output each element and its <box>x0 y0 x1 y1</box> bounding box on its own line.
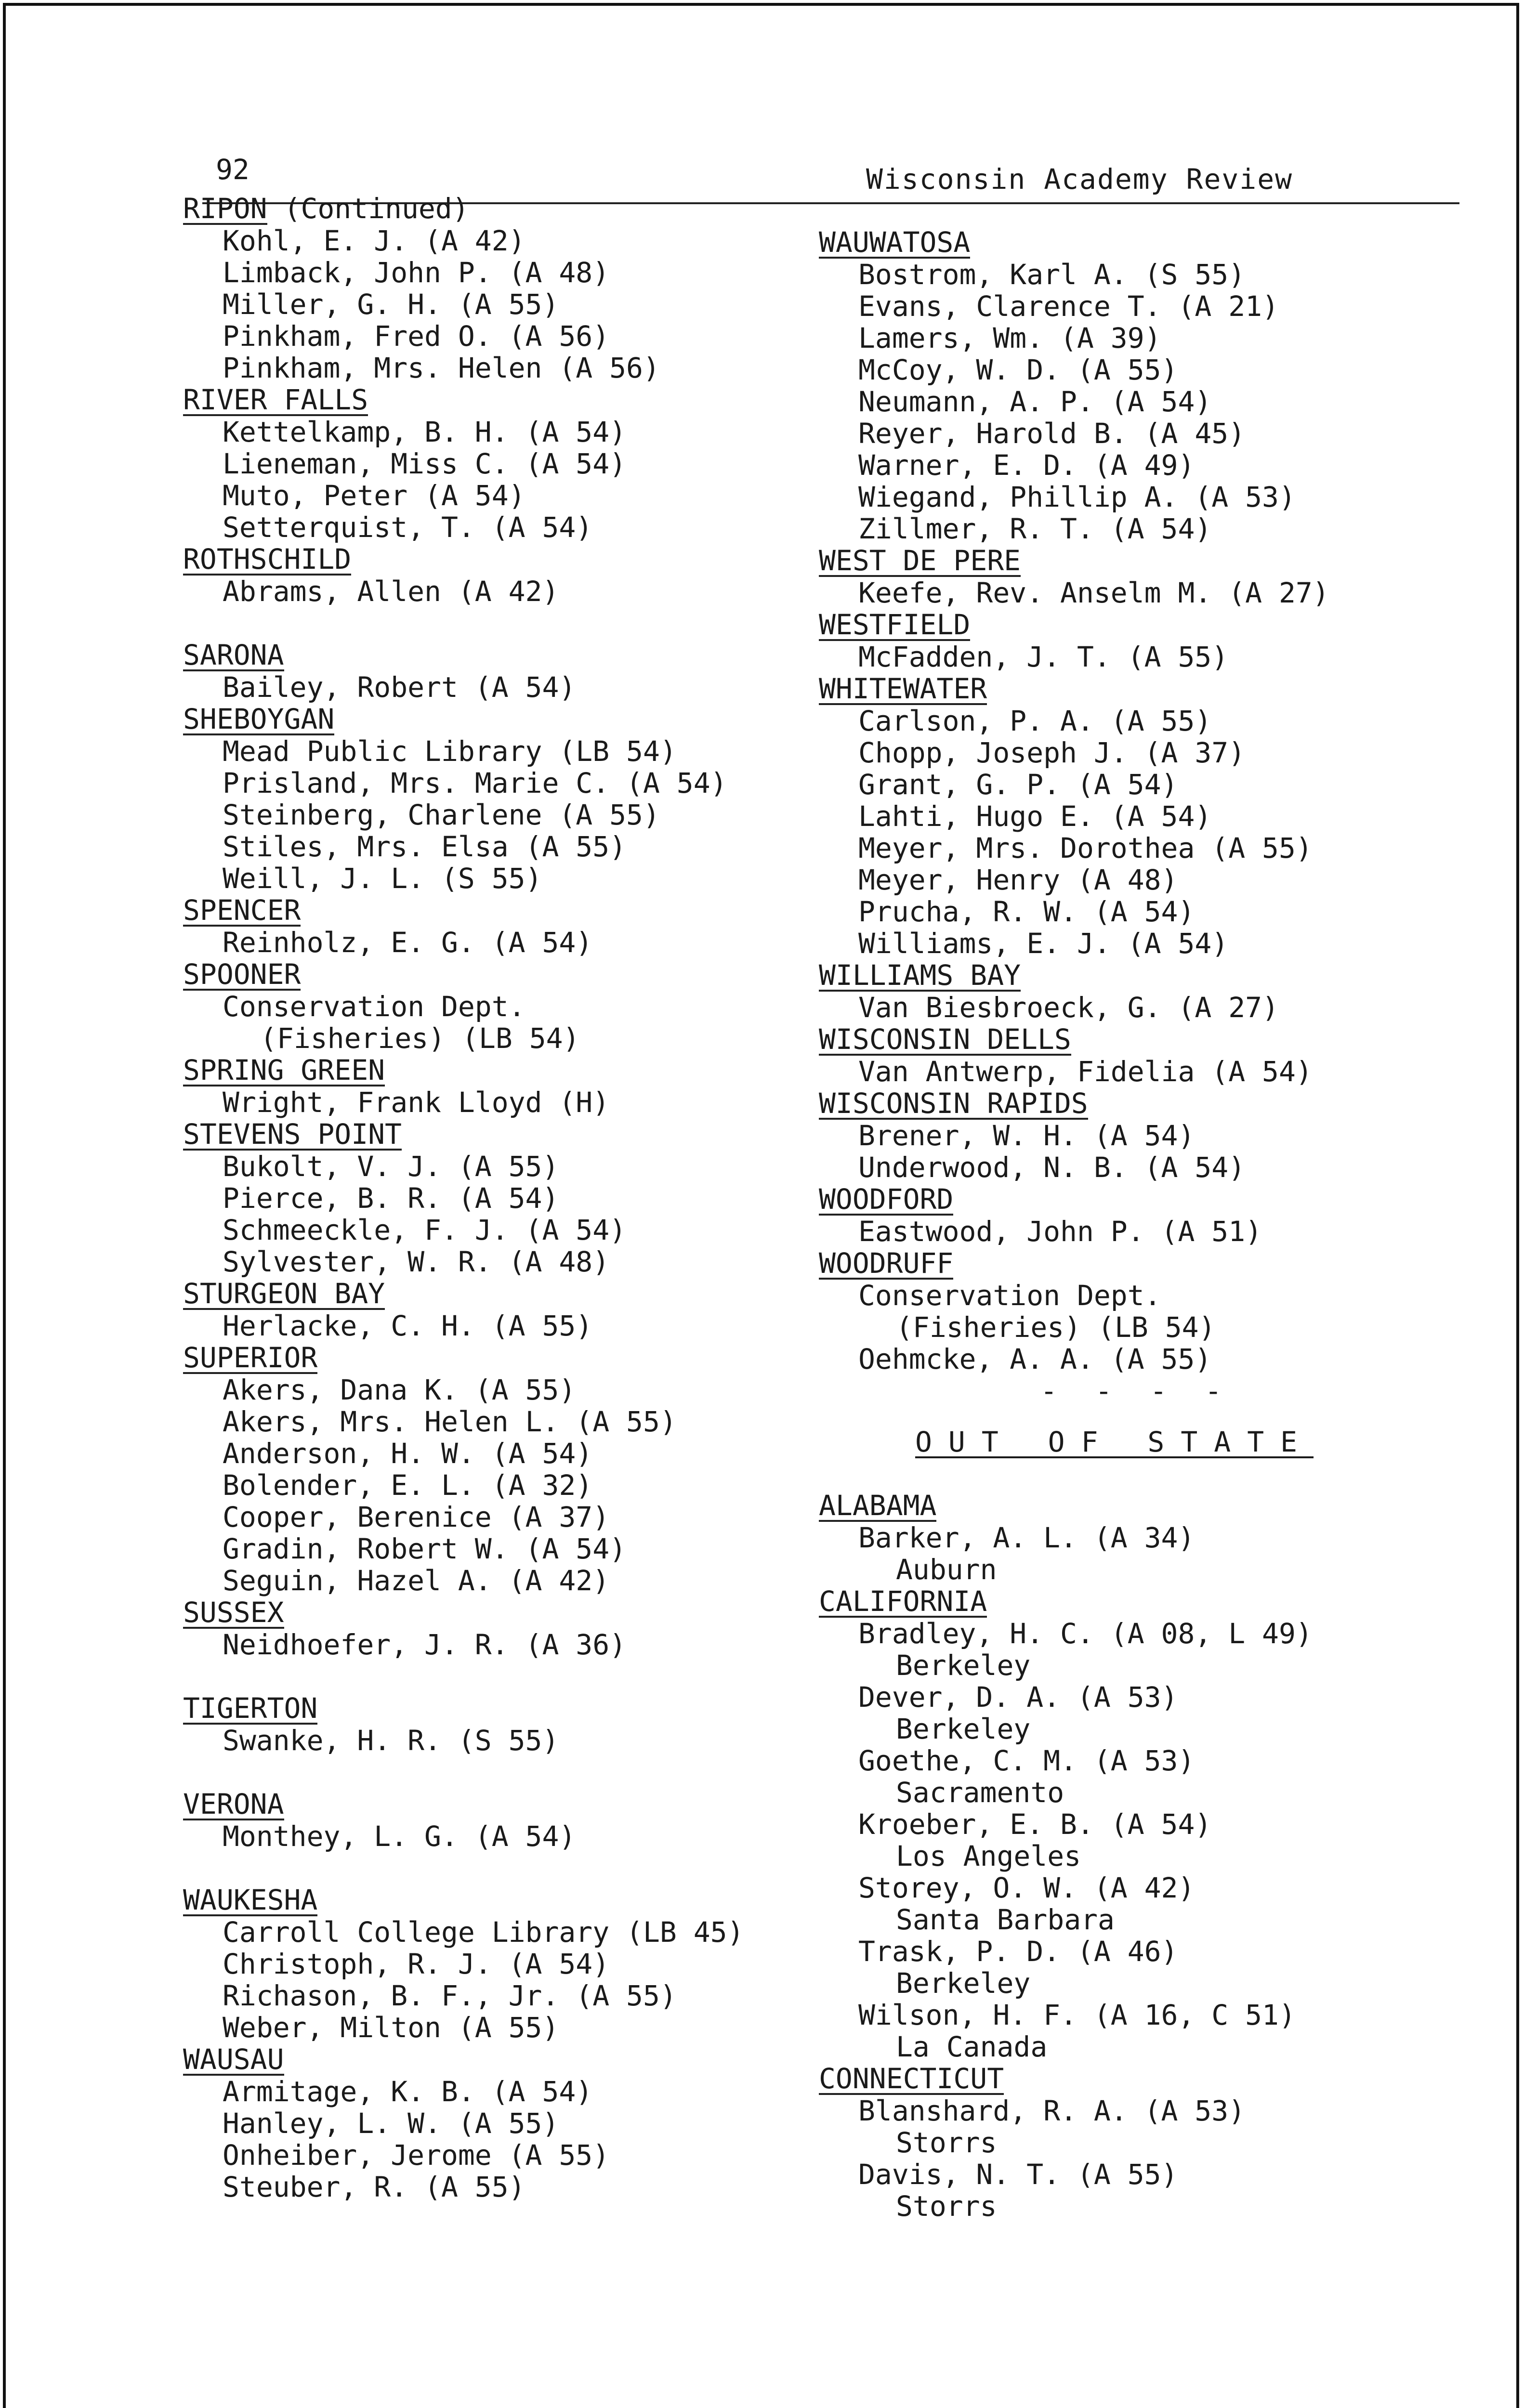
member-entry: Miller, G. H. (A 55) <box>223 288 559 321</box>
member-entry: Evans, Clarence T. (A 21) <box>858 290 1279 323</box>
member-entry: Prucha, R. W. (A 54) <box>858 895 1195 928</box>
member-entry: Wright, Frank Lloyd (H) <box>223 1086 610 1119</box>
member-entry: Lamers, Wm. (A 39) <box>858 322 1161 354</box>
state-name: ALABAMA <box>819 1489 937 1522</box>
place-heading <box>819 1023 1493 1056</box>
member-entry: Dever, D. A. (A 53) <box>858 1681 1178 1714</box>
member-entry: McCoy, W. D. (A 55) <box>858 353 1178 386</box>
member-entry: Barker, A. L. (A 34) <box>858 1521 1195 1554</box>
member-entry: Gradin, Robert W. (A 54) <box>223 1532 627 1565</box>
member-entry: Swanke, H. R. (S 55) <box>223 1724 559 1757</box>
member-entry: Storey, O. W. (A 42) <box>858 1871 1195 1904</box>
member-entry: Akers, Mrs. Helen L. (A 55) <box>223 1405 677 1438</box>
place-heading <box>183 1884 809 1916</box>
place-name: SPRING GREEN <box>183 1054 385 1086</box>
member-entry: Zillmer, R. T. (A 54) <box>858 512 1212 545</box>
member-entry: Pinkham, Fred O. (A 56) <box>223 320 610 353</box>
member-entry: Carroll College Library (LB 45) <box>223 1916 744 1949</box>
member-entry: Hanley, L. W. (A 55) <box>223 2107 559 2140</box>
member-entry: Steinberg, Charlene (A 55) <box>223 798 660 831</box>
place-heading <box>183 1342 809 1374</box>
member-entry: Van Antwerp, Fidelia (A 54) <box>858 1055 1313 1088</box>
member-entry: Richason, B. F., Jr. (A 55) <box>223 1979 677 2012</box>
member-entry: Monthey, L. G. (A 54) <box>223 1820 576 1853</box>
member-city: Berkeley <box>896 1649 1031 1682</box>
place-name: STEVENS POINT <box>183 1118 402 1151</box>
member-city: Los Angeles <box>896 1840 1081 1872</box>
place-name: WAUSAU <box>183 2043 284 2076</box>
place-name: SHEBOYGAN <box>183 703 335 735</box>
member-entry: Onheiber, Jerome (A 55) <box>223 2139 610 2172</box>
place-name: STURGEON BAY <box>183 1277 385 1310</box>
member-entry: Weill, J. L. (S 55) <box>223 862 542 895</box>
place-heading <box>183 958 809 991</box>
place-name: WESTFIELD <box>819 608 971 641</box>
member-entry: Conservation Dept. <box>223 990 526 1023</box>
member-entry: Weber, Milton (A 55) <box>223 2011 559 2044</box>
member-city: Santa Barbara <box>896 1903 1115 1936</box>
place-heading <box>183 1054 809 1086</box>
member-entry: Davis, N. T. (A 55) <box>858 2158 1178 2191</box>
member-entry: Lahti, Hugo E. (A 54) <box>858 800 1212 833</box>
member-entry: Reyer, Harold B. (A 45) <box>858 417 1246 450</box>
member-entry: Goethe, C. M. (A 53) <box>858 1744 1195 1777</box>
place-name: WOODFORD <box>819 1183 954 1216</box>
member-entry: Williams, E. J. (A 54) <box>858 927 1229 960</box>
member-entry: Neidhoefer, J. R. (A 36) <box>223 1628 627 1661</box>
member-entry: Reinholz, E. G. (A 54) <box>223 926 593 959</box>
state-heading <box>819 2063 1493 2095</box>
member-entry: Chopp, Joseph J. (A 37) <box>858 736 1246 769</box>
member-city: Storrs <box>896 2190 997 2223</box>
place-heading <box>183 639 809 671</box>
member-entry: Underwood, N. B. (A 54) <box>858 1151 1246 1184</box>
member-entry: Limback, John P. (A 48) <box>223 256 610 289</box>
member-entry: Mead Public Library (LB 54) <box>223 735 677 768</box>
member-entry: McFadden, J. T. (A 55) <box>858 641 1229 673</box>
place-name: SUPERIOR <box>183 1341 318 1374</box>
place-name: WEST DE PERE <box>819 544 1021 577</box>
place-heading <box>183 1597 809 1629</box>
place-name: SUSSEX <box>183 1596 284 1629</box>
running-head: Wisconsin Academy Review <box>866 163 1293 196</box>
place-name: SPOONER <box>183 958 301 991</box>
member-entry: Herlacke, C. H. (A 55) <box>223 1309 593 1342</box>
place-name: WAUWATOSA <box>819 226 971 259</box>
member-entry: Bukolt, V. J. (A 55) <box>223 1150 559 1183</box>
member-entry: Steuber, R. (A 55) <box>223 2171 526 2203</box>
place-name: SPENCER <box>183 894 301 927</box>
place-name: ROTHSCHILD <box>183 543 352 576</box>
page-number: 92 <box>216 153 250 186</box>
member-entry: Muto, Peter (A 54) <box>223 479 526 512</box>
member-entry: Neumann, A. P. (A 54) <box>858 385 1212 418</box>
member-entry: Kroeber, E. B. (A 54) <box>858 1808 1212 1841</box>
state-name: CONNECTICUT <box>819 2062 1004 2095</box>
place-heading <box>819 673 1493 705</box>
member-city: Sacramento <box>896 1776 1064 1809</box>
out-of-state-heading: OUT OF STATE <box>915 1426 1314 1458</box>
place-heading <box>183 384 809 416</box>
place-name: WISCONSIN DELLS <box>819 1023 1071 1056</box>
member-entry: Trask, P. D. (A 46) <box>858 1935 1178 1968</box>
place-heading <box>183 1278 809 1310</box>
member-entry: Carlson, P. A. (A 55) <box>858 705 1212 737</box>
member-entry: Bolender, E. L. (A 32) <box>223 1469 593 1502</box>
place-heading <box>183 1118 809 1151</box>
member-entry: Bostrom, Karl A. (S 55) <box>858 258 1246 291</box>
member-entry: Wilson, H. F. (A 16, C 51) <box>858 1999 1296 2031</box>
member-entry: Warner, E. D. (A 49) <box>858 449 1195 482</box>
place-heading <box>183 703 809 735</box>
member-city: La Canada <box>896 2030 1048 2063</box>
member-entry: Pierce, B. R. (A 54) <box>223 1182 559 1215</box>
place-name: WISCONSIN RAPIDS <box>819 1087 1088 1120</box>
member-city: Berkeley <box>896 1967 1031 2000</box>
place-heading <box>183 894 809 927</box>
state-name: CALIFORNIA <box>819 1585 987 1618</box>
right-column <box>819 226 1493 2222</box>
member-entry: Bailey, Robert (A 54) <box>223 671 576 704</box>
place-name: WAUKESHA <box>183 1884 318 1916</box>
member-entry: Van Biesbroeck, G. (A 27) <box>858 991 1279 1024</box>
section-separator: - - - - <box>1040 1374 1233 1407</box>
place-heading <box>819 226 1493 259</box>
member-entry: Christoph, R. J. (A 54) <box>223 1948 610 1980</box>
member-entry: Conservation Dept. <box>858 1279 1161 1312</box>
place-heading <box>819 545 1493 577</box>
place-heading <box>819 609 1493 641</box>
member-entry: Oehmcke, A. A. (A 55) <box>858 1343 1212 1375</box>
member-entry: Prisland, Mrs. Marie C. (A 54) <box>223 767 727 799</box>
place-suffix: (Continued) <box>267 192 469 225</box>
member-city: Auburn <box>896 1553 997 1586</box>
place-name: SARONA <box>183 639 284 671</box>
left-column <box>183 193 809 2203</box>
place-heading <box>183 1692 809 1725</box>
member-entry: Wiegand, Phillip A. (A 53) <box>858 481 1296 513</box>
place-heading <box>183 543 809 576</box>
state-heading <box>819 1585 1493 1618</box>
member-entry: Brener, W. H. (A 54) <box>858 1119 1195 1152</box>
place-heading <box>819 1087 1493 1120</box>
member-entry: Cooper, Berenice (A 37) <box>223 1501 610 1533</box>
member-entry: Stiles, Mrs. Elsa (A 55) <box>223 830 627 863</box>
member-entry: Schmeeckle, F. J. (A 54) <box>223 1214 627 1246</box>
place-heading <box>819 1183 1493 1216</box>
place-heading <box>183 1788 809 1820</box>
member-entry-detail: (Fisheries) (LB 54) <box>260 1022 580 1055</box>
wisconsin-list-continued <box>819 226 1493 1375</box>
member-entry: Kohl, E. J. (A 42) <box>223 224 526 257</box>
place-heading <box>819 959 1493 992</box>
place-name: WHITEWATER <box>819 672 987 705</box>
place-heading <box>819 1247 1493 1280</box>
member-entry: Armitage, K. B. (A 54) <box>223 2075 593 2108</box>
place-name: TIGERTON <box>183 1692 318 1725</box>
member-entry: Pinkham, Mrs. Helen (A 56) <box>223 352 660 384</box>
member-entry: Bradley, H. C. (A 08, L 49) <box>858 1617 1313 1650</box>
place-name: RIPON <box>183 192 267 225</box>
member-entry: Meyer, Henry (A 48) <box>858 864 1178 896</box>
place-name: WOODRUFF <box>819 1247 954 1280</box>
place-name: RIVER FALLS <box>183 383 368 416</box>
member-entry: Abrams, Allen (A 42) <box>223 575 559 608</box>
member-entry: Kettelkamp, B. H. (A 54) <box>223 416 627 448</box>
member-city: Berkeley <box>896 1713 1031 1745</box>
member-entry-detail: (Fisheries) (LB 54) <box>896 1311 1216 1344</box>
place-name: VERONA <box>183 1788 284 1820</box>
place-name: WILLIAMS BAY <box>819 959 1021 992</box>
member-entry: Blanshard, R. A. (A 53) <box>858 2094 1246 2127</box>
member-city: Storrs <box>896 2126 997 2159</box>
place-heading <box>183 193 809 225</box>
member-entry: Setterquist, T. (A 54) <box>223 511 593 544</box>
member-entry: Eastwood, John P. (A 51) <box>858 1215 1262 1248</box>
member-entry: Lieneman, Miss C. (A 54) <box>223 447 627 480</box>
place-heading <box>183 2043 809 2076</box>
state-heading <box>819 1490 1493 1522</box>
member-entry: Akers, Dana K. (A 55) <box>223 1374 576 1406</box>
member-entry: Meyer, Mrs. Dorothea (A 55) <box>858 832 1313 864</box>
member-entry: Keefe, Rev. Anselm M. (A 27) <box>858 576 1329 609</box>
member-entry: Seguin, Hazel A. (A 42) <box>223 1564 610 1597</box>
member-entry: Sylvester, W. R. (A 48) <box>223 1245 610 1278</box>
member-entry: Anderson, H. W. (A 54) <box>223 1437 593 1470</box>
out-of-state-list <box>819 1490 1493 2222</box>
member-entry: Grant, G. P. (A 54) <box>858 768 1178 801</box>
